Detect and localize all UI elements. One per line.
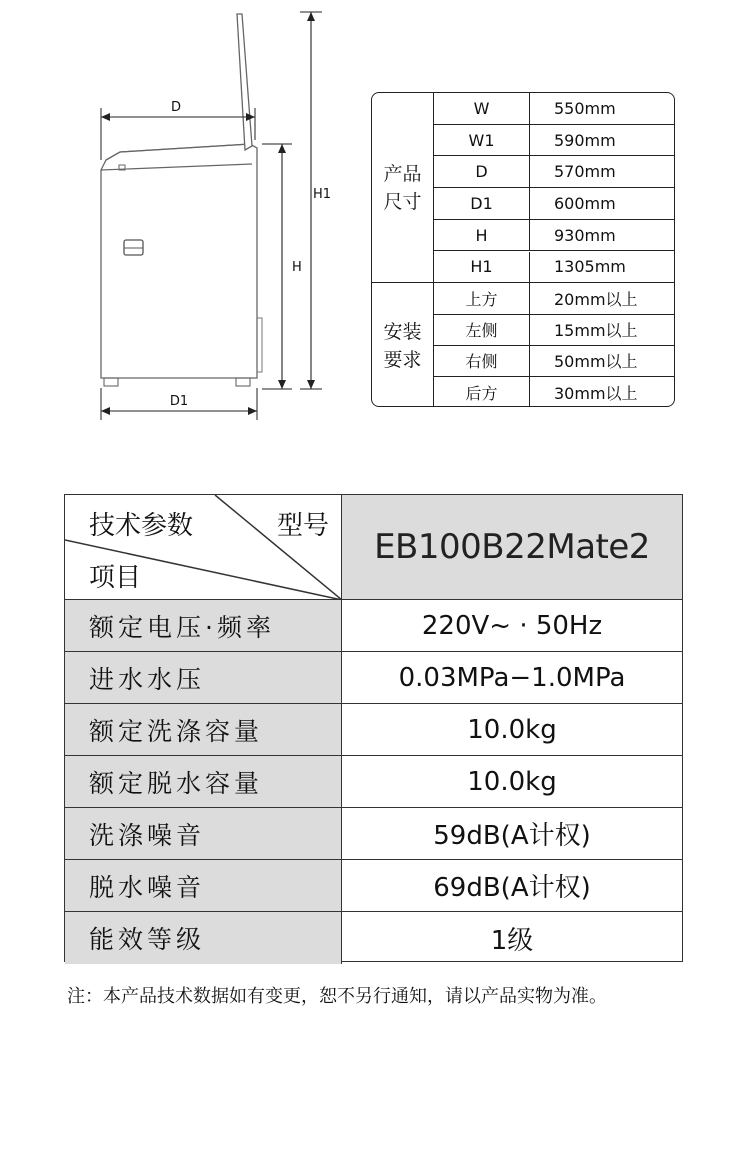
spec-value: 10.0kg xyxy=(467,766,557,797)
dim-key: H xyxy=(434,220,530,251)
group-product-size xyxy=(372,93,434,283)
header-model-label: 型号 xyxy=(276,511,329,541)
dim-row xyxy=(434,156,674,188)
spec-row xyxy=(65,704,682,756)
install-row xyxy=(434,346,674,378)
dim-key: W1 xyxy=(434,125,530,156)
dim-key: H1 xyxy=(434,252,530,283)
dim-row xyxy=(434,220,674,252)
spec-value: 220V~ · 50Hz xyxy=(421,610,603,641)
washer-lid xyxy=(237,14,252,150)
spec-label: 脱水噪音 xyxy=(65,860,342,911)
dim-value: 1305mm xyxy=(554,257,626,277)
dim-value: 550mm xyxy=(554,98,616,118)
dim-label-h: H xyxy=(292,260,302,275)
group-label: 安装 要求 xyxy=(383,320,422,371)
spec-table xyxy=(64,494,683,962)
spec-value: 59dB(A计权) xyxy=(433,821,591,851)
spec-row xyxy=(65,808,682,860)
spec-label: 额定脱水容量 xyxy=(65,756,342,807)
washer-side-view-drawing xyxy=(0,0,360,440)
spec-row xyxy=(65,860,682,912)
dim-value: 570mm xyxy=(554,162,616,182)
install-value: 50mm以上 xyxy=(554,352,638,372)
spec-row xyxy=(65,600,682,652)
install-key: 上方 xyxy=(434,283,530,314)
install-key: 后方 xyxy=(434,377,530,407)
footnote: 注：本产品技术数据如有变更，恕不另行通知，请以产品实物为准。 xyxy=(67,986,607,1007)
spec-label: 额定电压·频率 xyxy=(65,600,342,651)
dim-row xyxy=(434,125,674,157)
dim-label-d: D xyxy=(170,100,182,115)
spec-value: 0.03MPa−1.0MPa xyxy=(398,662,626,693)
spec-row xyxy=(65,652,682,704)
group-label: 产品 尺寸 xyxy=(383,162,422,213)
spec-row xyxy=(65,756,682,808)
washer-body xyxy=(101,144,257,378)
washer-dimension-diagram xyxy=(0,0,360,440)
dim-value: 930mm xyxy=(554,225,616,245)
dim-value: 590mm xyxy=(554,130,616,150)
install-value: 15mm以上 xyxy=(554,321,638,341)
dimension-table xyxy=(371,92,675,407)
spec-value: 69dB(A计权) xyxy=(433,873,591,903)
spec-header-corner xyxy=(65,495,342,599)
header-param-label: 技术参数 xyxy=(89,511,194,541)
spec-label: 额定洗涤容量 xyxy=(65,704,342,755)
install-key: 左侧 xyxy=(434,314,530,345)
header-item-label: 项目 xyxy=(89,563,142,593)
dim-row xyxy=(434,93,674,125)
spec-label: 进水水压 xyxy=(65,652,342,703)
dim-row xyxy=(434,188,674,220)
dim-key: D xyxy=(434,156,530,187)
dim-label-h1: H1 xyxy=(313,187,332,202)
spec-value: 10.0kg xyxy=(467,714,557,745)
install-value: 20mm以上 xyxy=(554,289,638,309)
dim-key: W xyxy=(434,93,530,124)
install-value: 30mm以上 xyxy=(554,384,638,404)
dim-label-d1: D1 xyxy=(169,394,189,409)
install-key: 右侧 xyxy=(434,346,530,377)
group-install-requirements xyxy=(372,283,434,407)
install-row xyxy=(434,377,674,407)
dim-value: 600mm xyxy=(554,193,616,213)
dim-key: D1 xyxy=(434,188,530,219)
spec-value: 1级 xyxy=(490,925,534,956)
spec-label: 洗涤噪音 xyxy=(65,808,342,859)
install-row xyxy=(434,283,674,315)
model-number: EB100B22Mate2 xyxy=(342,495,682,599)
spec-header xyxy=(65,495,682,600)
install-row xyxy=(434,314,674,346)
spec-row xyxy=(65,912,682,964)
dim-row xyxy=(434,252,674,284)
spec-label: 能效等级 xyxy=(65,912,342,964)
